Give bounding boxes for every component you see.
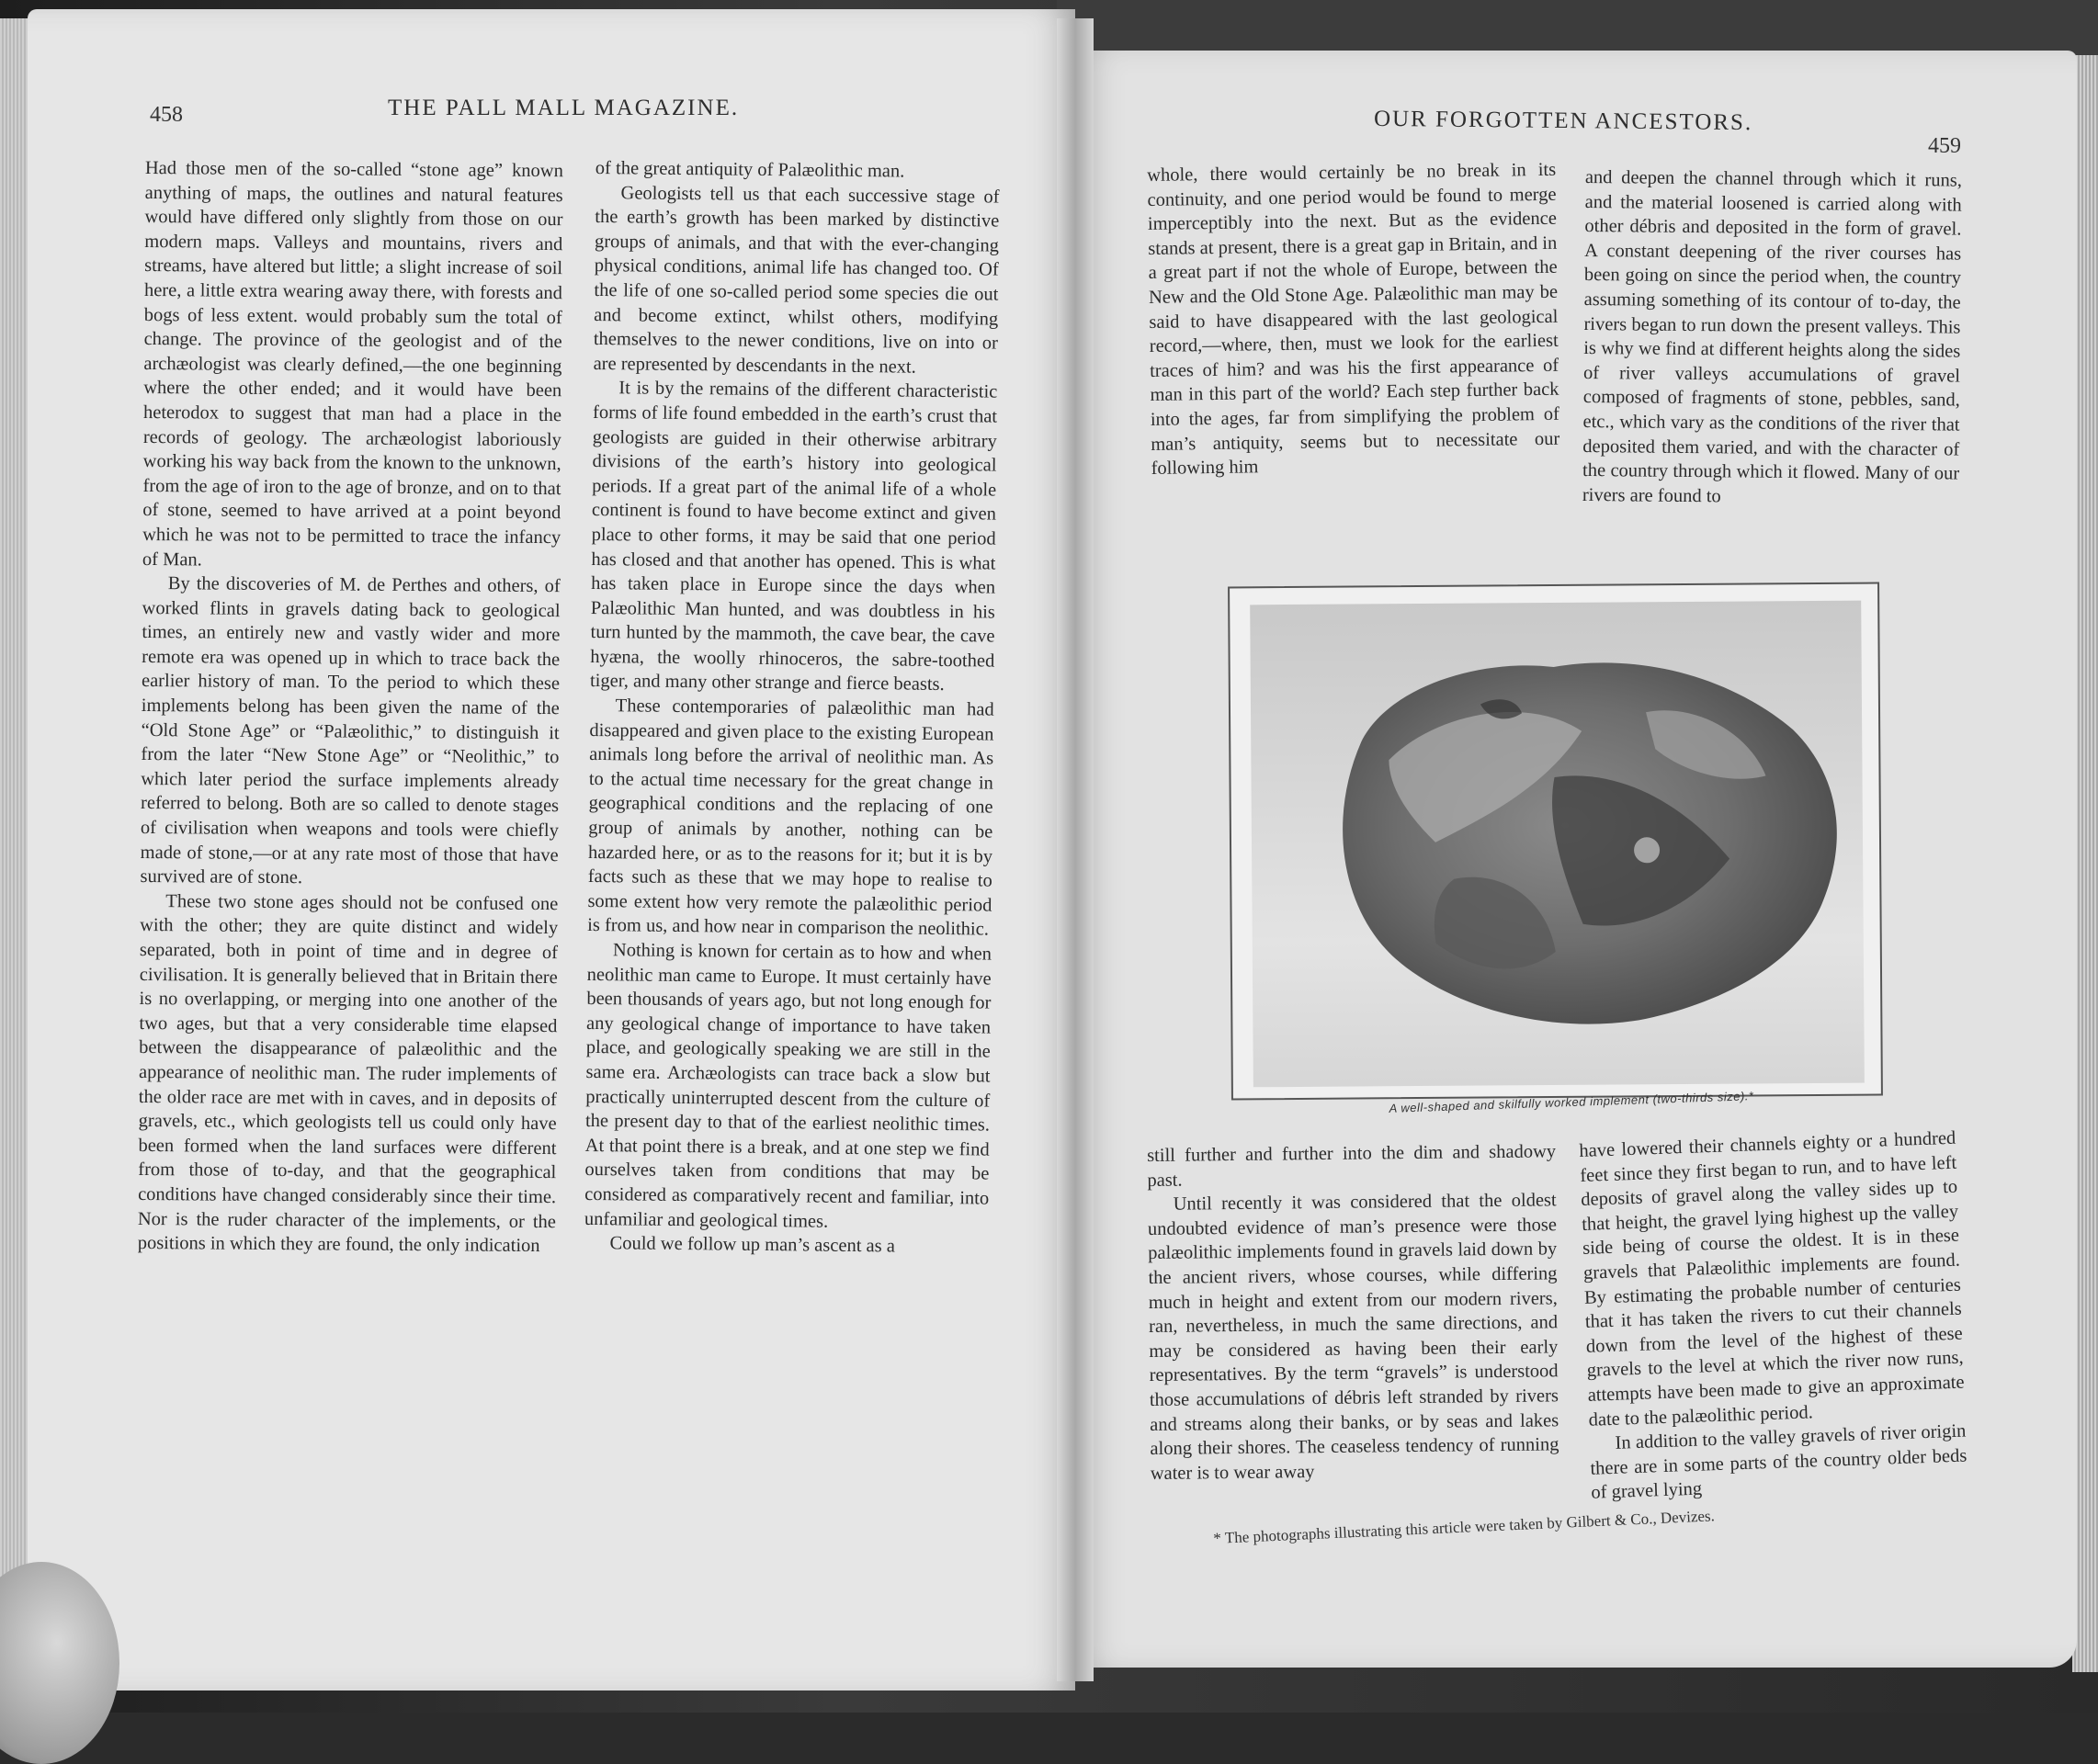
right-running-head: OUR FORGOTTEN ANCESTORS. [1373,106,1753,136]
paragraph: and deepen the channel through which it runs, and the material loosened is carried along with other débris and deposited in the form of gravel. A constant deepening of the river courses has been going on since the period when, the country assuming something of its contour of to-day, the rivers began to run down the present valleys. This is why we find at different heights along the sides of river valleys accumulations of gravel composed of fragments of stone, pebbles, sand, etc., which vary as the conditions of the river that deposited them varied, and with the character of the country through which it flowed. Many of our rivers are found to [1582,166,1962,507]
paragraph: It is by the remains of the different characteristic forms of life found embedded in the earth’s crust that geologists are guided in their otherwise arbitrary divisions of the earth’s history into geological periods. If a great part of the animal life of a whole continent is found to have become extinct and given place to other forms, it may be said that one period has closed and that another has opened. This is what has taken place in Europe since the days when Palæolithic Man hunted, and was doubtless in his turn hunted by the mammoth, the cave bear, the cave hyæna, the woolly rhinoceros, the sabre-toothed tiger, and many other strange and fierce beasts. [589,378,998,695]
left-column-b [581,156,1000,1576]
left-column-a [135,156,563,1574]
paragraph: Could we follow up man’s ascent as a [609,1233,896,1257]
book-gutter [1057,18,1094,1681]
left-running-head: THE PALL MALL MAGAZINE. [388,96,740,120]
right-column-b-top [1582,165,1962,564]
paragraph: of the great antiquity of Palæolithic man. [595,157,905,182]
paragraph: have lowered their channels eighty or a hundred feet since they first began to run, and to have left deposits of gravel along the valley sides up to that height, the gravel lying highest up the valley side being of course the oldest. It is in these gravels that Palæolithic implements are found. By estimating the probable number of centuries that it has taken the rivers to cut their channels down from the level of the highest of these gravels to the level at which the river now runs, attempts have been made to give an approximate date to the palæolithic period. [1579,1127,1965,1430]
paragraph: Had those men of the so-called “stone age” known anything of maps, the outlines and natural features would have differed only slightly from those on our modern maps. Valleys and mountains, rivers and streams, have altered but little; a slight increase of soil here, a little extra wearing away there, with forests and bogs of less extent. would probably sum the total of change. The province of the geologist and of the archæologist was clearly defined,—the one beginning where the other ended; and it would have been heterodox to suggest that man had a place in the records of geology. The archæologist laboriously working his way back from the known to the unknown, from the age of iron to the age of bronze, and on to that of stone, seemed to have arrived at a point beyond which he was not to be permitted to trace the infancy of Man. [142,157,563,570]
paragraph: whole, there would certainly be no break in its continuity, and one period would be found to merge imperceptibly into the next. But as the evidence stands at present, there is a great gap in Britain, and in a great part if not the whole of Europe, between the New and the Old Stone Age. Palæolithic man may be said to have disappeared with the last geological record,—where, then, must we look for the earliest traces of him? and was his the first appearance of man in this part of the world? Each step further back into the ages, far from simplifying the problem of man’s antiquity, seems but to necessitate our following him [1147,159,1560,480]
flint-implement-image [1250,601,1865,1088]
paragraph: These contemporaries of palæolithic man had disappeared and given place to the existing European animals long before the arrival of neolithic man. As to the actual time necessary for the great change in geographical conditions and the replacing of one group of animals by another, nothing can be hazarded here, or as to the reasons for it; but it is by facts such as these that we may hope to realise to some extent how very remote the palæolithic period is from us, and how near in comparison the neolithic. [587,695,994,940]
footnote: * The photographs illustrating this article were taken by Gilbert & Co., Devizes. [1213,1507,1716,1547]
right-column-a-bottom [1147,1139,1560,1548]
paragraph: In addition to the valley gravels of river origin there are in some parts of the country older beds of gravel lying [1590,1420,1968,1504]
paragraph: By the discoveries of M. de Perthes and others, of worked flints in gravels dating back to geological times, an entirely new and vastly wider and more remote era was opened up in which to trace back the earlier history of man. To the period to which these implements belong has been given the name of the “Old Stone Age” or “Palæolithic,” to distinguish it from the later “New Stone Age” or “Neolithic,” to which later period the surface implements already referred to belong. Both are so called to denote stages of civilisation when weapons and tools were chiefly made of stone,—or at any rate most of those that have survived are of stone. [140,573,561,888]
paragraph: Nothing is known for certain as to how and when neolithic man came to Europe. It must certainly have been thousands of years ago, but not long enough for any geological change of importance to have taken place, and geologically speaking we are still in the same era. Archæologists can trace back a slow but practically uninterrupted descent from the culture of the present day to that of the earliest neolithic times. At that point there is a break, and at one step we find ourselves taken from conditions that may be considered as comparatively recent and familiar, into unfamiliar and geological times. [584,940,992,1232]
right-column-a-top [1147,158,1561,559]
page-edges-left [0,18,31,1690]
paragraph: still further and further into the dim and shadowy past. [1147,1141,1557,1191]
paragraph: These two stone ages should not be confused one with the other; they are quite distinct and widely separated, both in point of time and in degree of civilisation. It is generally believed that in Britain there is no overlapping, or merging into one another of the two ages, but that a very considerable time elapsed between the disappearance of palæolithic and the appearance of neolithic man. The ruder implements of the older race are met with in caves, and in deposits of gravels, etc., which geologists tell us could only have been formed when the land surfaces were different from those of to-day, and that the geographical conditions have changed considerably since their time. Nor is the ruder character of the implements, or the positions in which they are found, the only indication [137,890,559,1257]
right-column-b-bottom [1579,1126,1969,1544]
figure-frame [1228,582,1883,1101]
left-page-number: 458 [150,103,183,127]
right-page-number: 459 [1928,134,1961,158]
flint-implement-photo [1250,601,1865,1088]
paragraph: Until recently it was considered that the oldest undoubted evidence of man’s presence were those palæolithic implements found in gravels laid down by the ancient rivers, whose courses, while differing much in height and extent from our modern rivers, ran, nevertheless, in much the same directions, and may be considered as having been their early representatives. By the term “gravels” is understood those accumulations of débris left stranded by rivers and streams along their banks, or by seas and lakes along their shores. The ceaseless tendency of running water is to wear away [1147,1190,1559,1484]
paragraph: Geologists tell us that each successive stage of the earth’s growth has been marked by distinctive groups of animals, and that with the ever-changing physical conditions, animal life has changed too. Of the life of one so-called period some species die out and become extinct, whilst others, modifying themselves to the newer conditions, live on into or are represented by descendants in the next. [593,182,1000,378]
figure-caption: A well-shaped and skilfully worked implement (two-thirds size).* [1389,1089,1754,1115]
